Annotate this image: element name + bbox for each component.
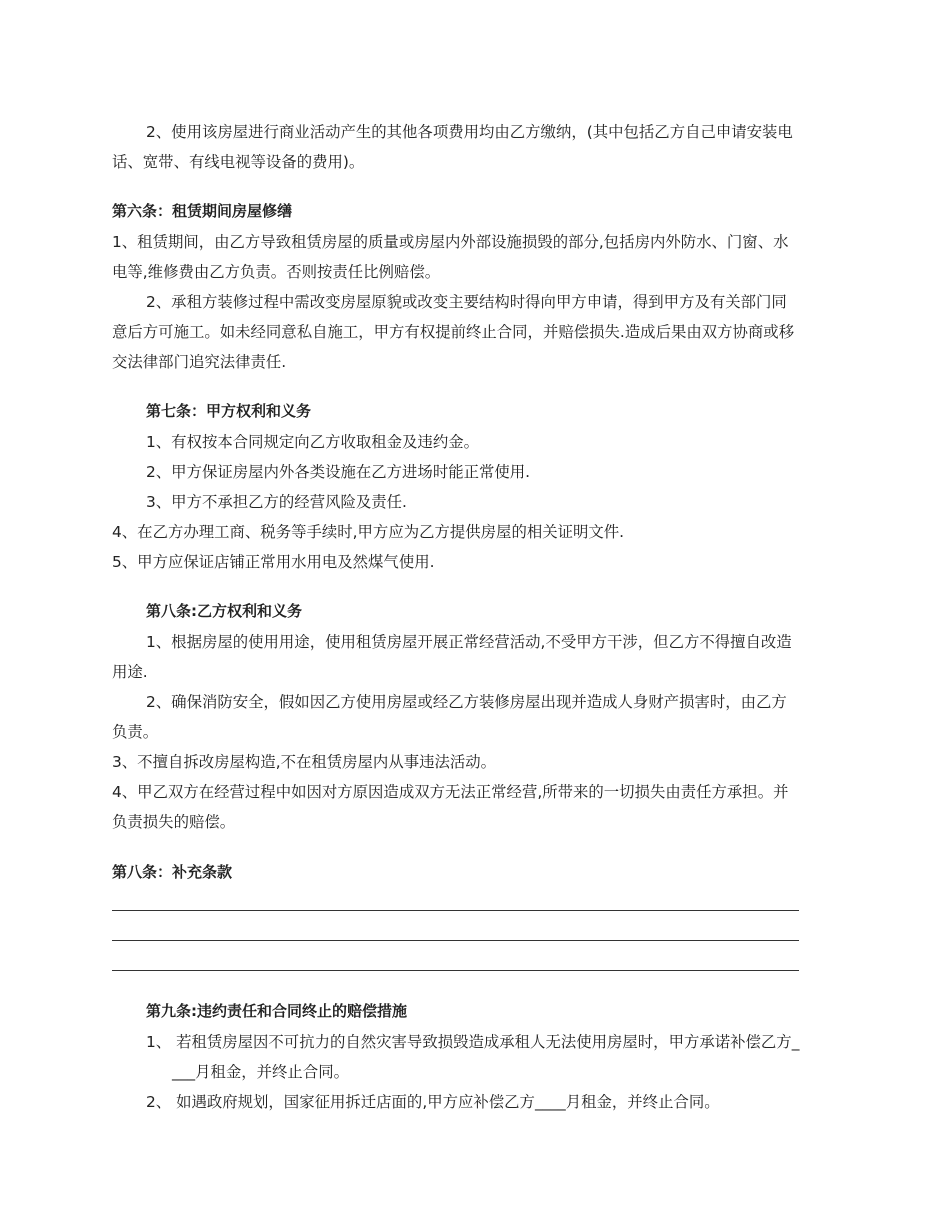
article6-item1-line2: 电等,维修费由乙方负责。否则按责任比例赔偿。 [112, 263, 441, 281]
article8-item2-line1: 2、确保消防安全，假如因乙方使用房屋或经乙方装修房屋出现并造成人身财产损害时，由乙方 [146, 693, 787, 711]
article6-heading: 第六条：租赁期间房屋修缮 [112, 202, 293, 220]
article7-item4: 4、在乙方办理工商、税务等手续时,甲方应为乙方提供房屋的相关证明文件. [112, 523, 625, 541]
article7-item5: 5、甲方应保证店铺正常用水用电及然煤气使用. [112, 553, 435, 571]
blank-line [112, 910, 799, 911]
article8-item1-line1: 1、根据房屋的使用用途，使用租赁房屋开展正常经营活动,不受甲方干涉，但乙方不得擅自改造 [146, 633, 792, 651]
article5-item2-line2: 话、宽带、有线电视等设备的费用)。 [112, 153, 365, 171]
article7-item2: 2、甲方保证房屋内外各类设施在乙方进场时能正常使用. [146, 463, 531, 481]
blank-line [112, 970, 799, 971]
article9-item1-line2: ___月租金，并终止合同。 [172, 1063, 349, 1081]
article8-supplement-heading: 第八条：补充条款 [112, 863, 233, 881]
article6-item2-line1: 2、承租方装修过程中需改变房屋原貌或改变主要结构时得向甲方申请，得到甲方及有关部门同 [146, 293, 787, 311]
blank-line [112, 940, 799, 941]
article5-item2-line1: 2、使用该房屋进行商业活动产生的其他各项费用均由乙方缴纳，(其中包括乙方自己申请安装电 [146, 123, 793, 141]
article9-heading: 第九条:违约责任和合同终止的赔偿措施 [146, 1002, 408, 1020]
article6-item2-line2: 意后方可施工。如未经同意私自施工，甲方有权提前终止合同，并赔偿损失.造成后果由双方协商或移 [112, 323, 795, 341]
article6-item2-line3: 交法律部门追究法律责任. [112, 353, 287, 371]
article7-item3: 3、甲方不承担乙方的经营风险及责任. [146, 493, 407, 511]
article6-item1-line1: 1、租赁期间，由乙方导致租赁房屋的质量或房屋内外部设施损毁的部分,包括房内外防水、门窗、水 [112, 233, 789, 251]
article8-heading: 第八条:乙方权利和义务 [146, 602, 302, 620]
article8-item3: 3、不擅自拆改房屋构造,不在租赁房屋内从事违法活动。 [112, 753, 497, 771]
article8-item2-line2: 负责。 [112, 723, 159, 741]
article9-item2: 2、 如遇政府规划，国家征用拆迁店面的,甲方应补偿乙方____月租金，并终止合同。 [146, 1093, 720, 1111]
article8-item4-line1: 4、甲乙双方在经营过程中如因对方原因造成双方无法正常经营,所带来的一切损失由责任方承担。并 [112, 783, 789, 801]
article7-item1: 1、有权按本合同规定向乙方收取租金及违约金。 [146, 433, 479, 451]
article9-item1-line1: 1、 若租赁房屋因不可抗力的自然灾害导致损毁造成承租人无法使用房屋时，甲方承诺补偿乙方_ [146, 1033, 800, 1051]
article8-item4-line2: 负责损失的赔偿。 [112, 813, 236, 831]
article8-item1-line2: 用途. [112, 663, 148, 681]
article7-heading: 第七条：甲方权利和义务 [146, 402, 312, 420]
